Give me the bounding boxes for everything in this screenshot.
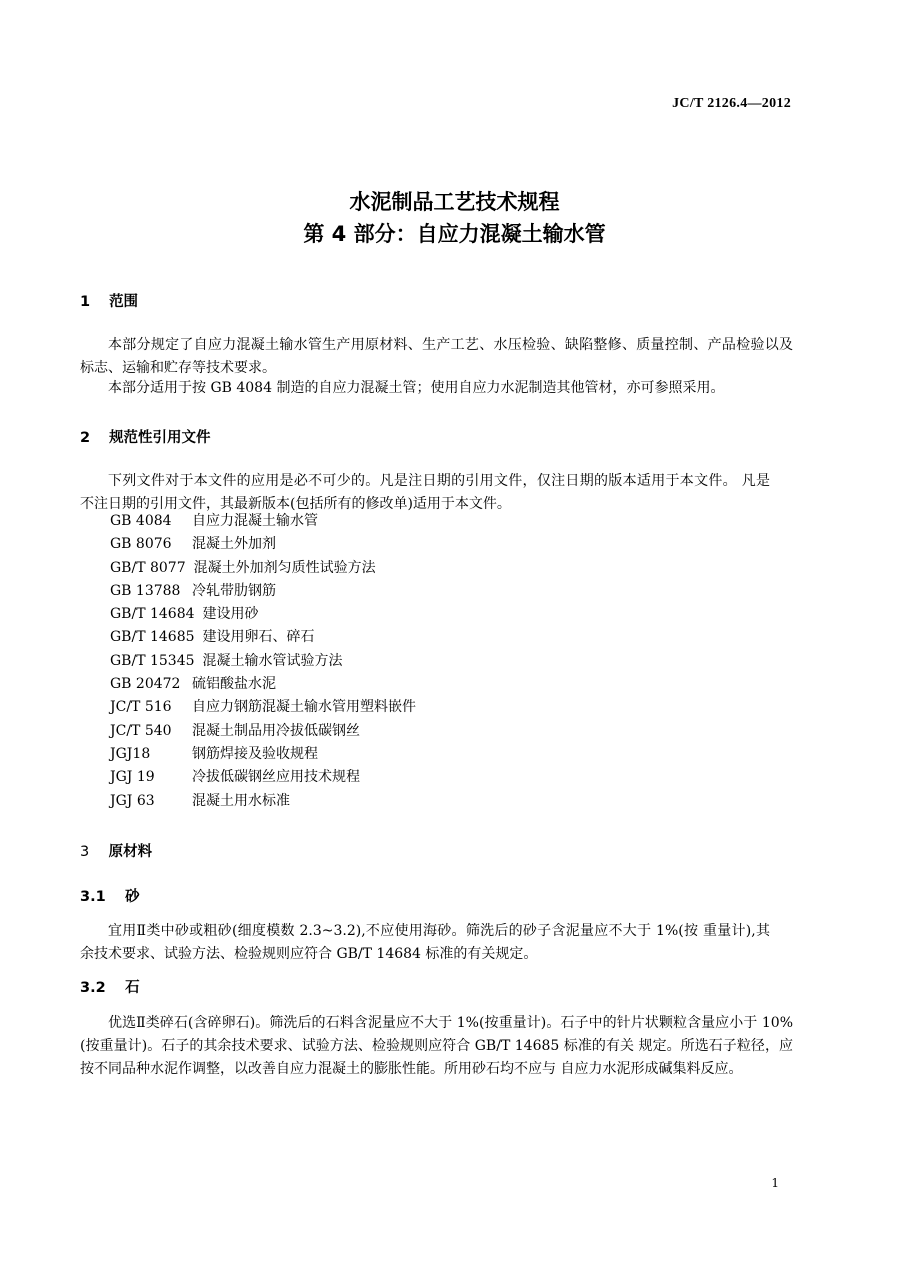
reference-title: 钢筋焊接及验收规程 bbox=[192, 745, 318, 762]
reference-code: JGJ18 bbox=[110, 745, 151, 762]
section-2-intro: 下列文件对于本文件的应用是必不可少的。凡是注日期的引用文件，仅注日期的版本适用于本文件。 凡是不注日期的引用文件，其最新版本(包括所有的修改单)适用于本文件。 bbox=[80, 473, 770, 512]
reference-item bbox=[110, 533, 416, 556]
section-1-paragraph-2: 本部分适用于按 GB 4084 制造的自应力混凝土管；使用自应力水泥制造其他管材，亦可参照采用。 bbox=[108, 380, 725, 396]
reference-code: GB 20472 bbox=[110, 676, 181, 693]
reference-item bbox=[110, 510, 416, 533]
reference-code: GB/T 14685 bbox=[110, 629, 195, 646]
reference-title: 自应力钢筋混凝土输水管用塑料嵌件 bbox=[192, 699, 416, 716]
reference-title: 混凝土用水标准 bbox=[192, 792, 290, 809]
reference-title: 冷拔低碳钢丝应用技术规程 bbox=[192, 769, 360, 786]
reference-code: JC/T 540 bbox=[110, 722, 172, 739]
reference-item bbox=[110, 557, 416, 580]
reference-title: 建设用卵石、碎石 bbox=[202, 629, 315, 646]
reference-item bbox=[110, 673, 416, 696]
document-title-line1: 水泥制品工艺技术规程 bbox=[349, 190, 560, 214]
section-title: 规范性引用文件 bbox=[109, 430, 211, 446]
reference-code: GB/T 8077 bbox=[110, 559, 186, 576]
reference-item bbox=[110, 650, 416, 673]
reference-item bbox=[110, 580, 416, 603]
section-number: 3.2 bbox=[80, 980, 106, 996]
section-number: 3.1 bbox=[80, 889, 106, 905]
section-1-paragraph-1: 本部分规定了自应力混凝土输水管生产用原材料、生产工艺、水压检验、缺陷整修、质量控制、产品检验以及标志、运输和贮存等技术要求。 bbox=[80, 337, 793, 376]
reference-code: JGJ 63 bbox=[110, 792, 155, 809]
section-3-2-paragraph: 优选Ⅱ类碎石(含碎卵石)。筛洗后的石料含泥量应不大于 1%(按重量计)。石子中的针片状颗粒含量应小于 10%(按重量计)。石子的其余技术要求、试验方法、检验规则应符合 GB/T 14685 标准的有关 规定。所选石子粒径，应按不同品种水泥作调整，以改善自应力混凝土的膨胀性能。所用砂石均不应与 自应力水泥形成碱集料反应。 bbox=[80, 1015, 793, 1077]
reference-code: GB/T 15345 bbox=[110, 652, 195, 669]
section-title: 原材料 bbox=[108, 844, 153, 860]
reference-code: GB/T 14684 bbox=[110, 606, 195, 623]
section-number: 3 bbox=[80, 844, 90, 860]
reference-title: 建设用砂 bbox=[202, 606, 259, 623]
standard-code: JC/T 2126.4—2012 bbox=[672, 96, 791, 111]
section-title: 范围 bbox=[109, 294, 139, 310]
section-3-heading bbox=[80, 840, 152, 861]
reference-item bbox=[110, 603, 416, 626]
reference-item bbox=[110, 766, 416, 789]
reference-item bbox=[110, 743, 416, 766]
section-1-heading bbox=[80, 290, 138, 311]
section-3-1-paragraph: 宜用Ⅱ类中砂或粗砂(细度模数 2.3~3.2),不应使用海砂。筛洗后的砂子含泥量应不大于 1%(按 重量计),其余技术要求、试验方法、检验规则应符合 GB/T 14684 标准的有关规定。 bbox=[80, 923, 770, 962]
reference-title: 混凝土外加剂匀质性试验方法 bbox=[193, 559, 376, 576]
reference-title: 混凝土外加剂 bbox=[192, 536, 276, 553]
document-title-line2: 第 4 部分：自应力混凝土输水管 bbox=[303, 222, 606, 246]
reference-title: 混凝土制品用冷拔低碳钢丝 bbox=[192, 722, 360, 739]
reference-title: 自应力混凝土输水管 bbox=[192, 513, 318, 529]
reference-title: 冷轧带肋钢筋 bbox=[192, 582, 276, 599]
reference-item bbox=[110, 720, 416, 743]
reference-code: GB 13788 bbox=[110, 582, 181, 599]
reference-list bbox=[110, 510, 416, 813]
section-title: 砂 bbox=[125, 889, 140, 905]
reference-item bbox=[110, 626, 416, 649]
section-number: 2 bbox=[80, 430, 91, 446]
section-3-1-heading bbox=[80, 885, 140, 906]
section-2-heading bbox=[80, 426, 211, 447]
reference-code: JGJ 19 bbox=[110, 769, 155, 786]
reference-item bbox=[110, 696, 416, 719]
reference-code: GB 8076 bbox=[110, 536, 172, 553]
section-3-2-heading bbox=[80, 976, 140, 997]
section-title: 石 bbox=[125, 980, 140, 996]
reference-title: 混凝土输水管试验方法 bbox=[202, 652, 343, 669]
reference-code: JC/T 516 bbox=[110, 699, 172, 716]
reference-code: GB 4084 bbox=[110, 513, 172, 529]
page-number: 1 bbox=[771, 1176, 779, 1190]
reference-item bbox=[110, 790, 416, 813]
reference-title: 硫铝酸盐水泥 bbox=[192, 676, 276, 693]
section-number: 1 bbox=[80, 294, 91, 310]
